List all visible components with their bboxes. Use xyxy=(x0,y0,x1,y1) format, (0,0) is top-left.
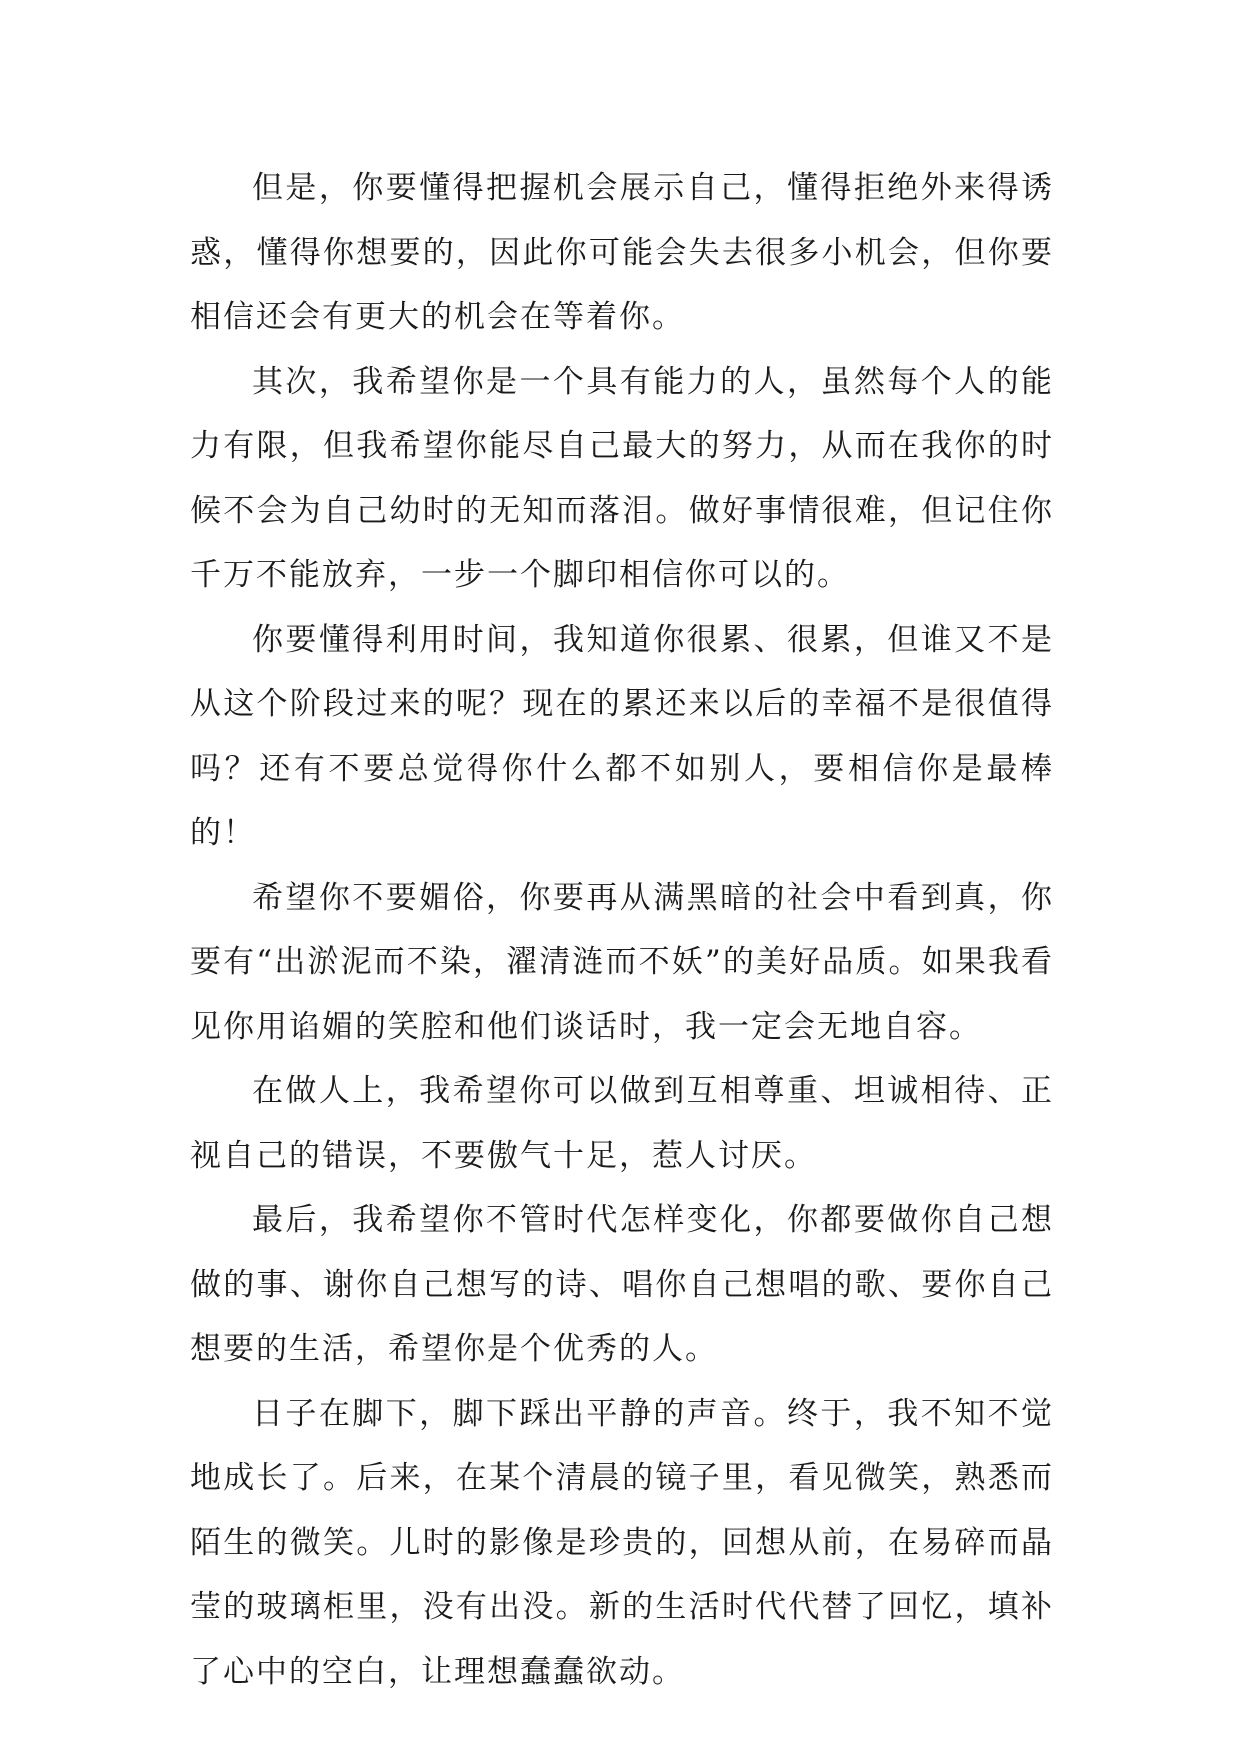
paragraph-7: 日子在脚下，脚下踩出平静的声音。终于，我不知不觉地成长了。后来，在某个清晨的镜子里，看见微笑，熟悉而陌生的微笑。儿时的影像是珍贵的，回想从前，在易碎而晶莹的玻璃柜里，没有出没。新的生活时代代替了回忆，填补了心中的空白，让理想蠢蠢欲动。 xyxy=(190,1395,1054,1690)
paragraph-6: 最后，我希望你不管时代怎样变化，你都要做你自己想做的事、谢你自己想写的诗、唱你自己想唱的歌、要你自己想要的生活，希望你是个优秀的人。 xyxy=(190,1202,1054,1367)
paragraph-3: 你要懂得利用时间，我知道你很累、很累，但谁又不是从这个阶段过来的呢？现在的累还来以后的幸福不是很值得吗？还有不要总觉得你什么都不如别人，要相信你是最棒的！ xyxy=(190,621,1054,851)
paragraph-4: 希望你不要媚俗，你要再从满黑暗的社会中看到真，你要有“出淤泥而不染，濯清涟而不妖”的美好品质。如果我看见你用谄媚的笑腔和他们谈话时，我一定会无地自容。 xyxy=(190,879,1054,1045)
paragraph-5: 在做人上，我希望你可以做到互相尊重、坦诚相待、正视自己的错误，不要傲气十足，惹人讨厌。 xyxy=(190,1073,1054,1174)
document-body xyxy=(190,156,1054,1704)
paragraph-2: 其次，我希望你是一个具有能力的人，虽然每个人的能力有限，但我希望你能尽自己最大的努力，从而在我你的时候不会为自己幼时的无知而落泪。做好事情很难，但记住你千万不能放弃，一步一个脚印相信你可以的。 xyxy=(190,363,1054,593)
paragraph-1: 但是，你要懂得把握机会展示自己，懂得拒绝外来得诱惑，懂得你想要的，因此你可能会失去很多小机会，但你要相信还会有更大的机会在等着你。 xyxy=(190,170,1054,335)
